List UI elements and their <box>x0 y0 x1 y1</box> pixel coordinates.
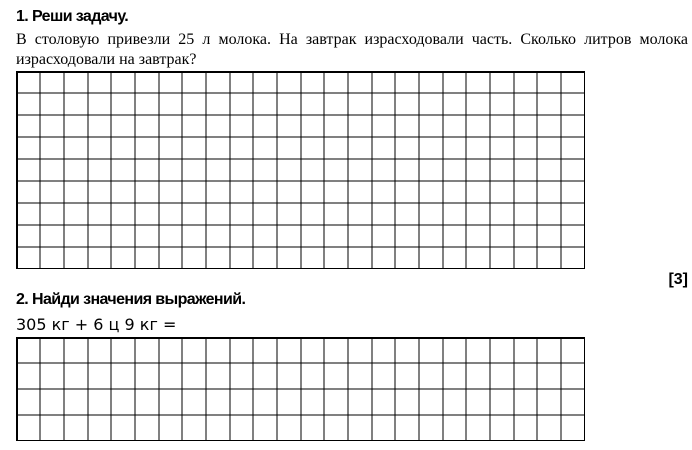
task-2-expression: 305 кг + 6 ц 9 кг = <box>16 315 177 334</box>
answer-grid-2[interactable] <box>16 337 585 441</box>
answer-grid-1[interactable] <box>16 71 585 269</box>
task-2-title: 2. Найди значения выражений. <box>16 291 246 308</box>
task-1-title: 1. Реши задачу. <box>16 8 129 25</box>
task-1-score: [3] <box>668 271 688 288</box>
task-1-text: В столовую привезли 25 л молока. На завтрак израсходовали часть. Сколько литров молока израсходовали на завтрак? <box>16 31 688 68</box>
